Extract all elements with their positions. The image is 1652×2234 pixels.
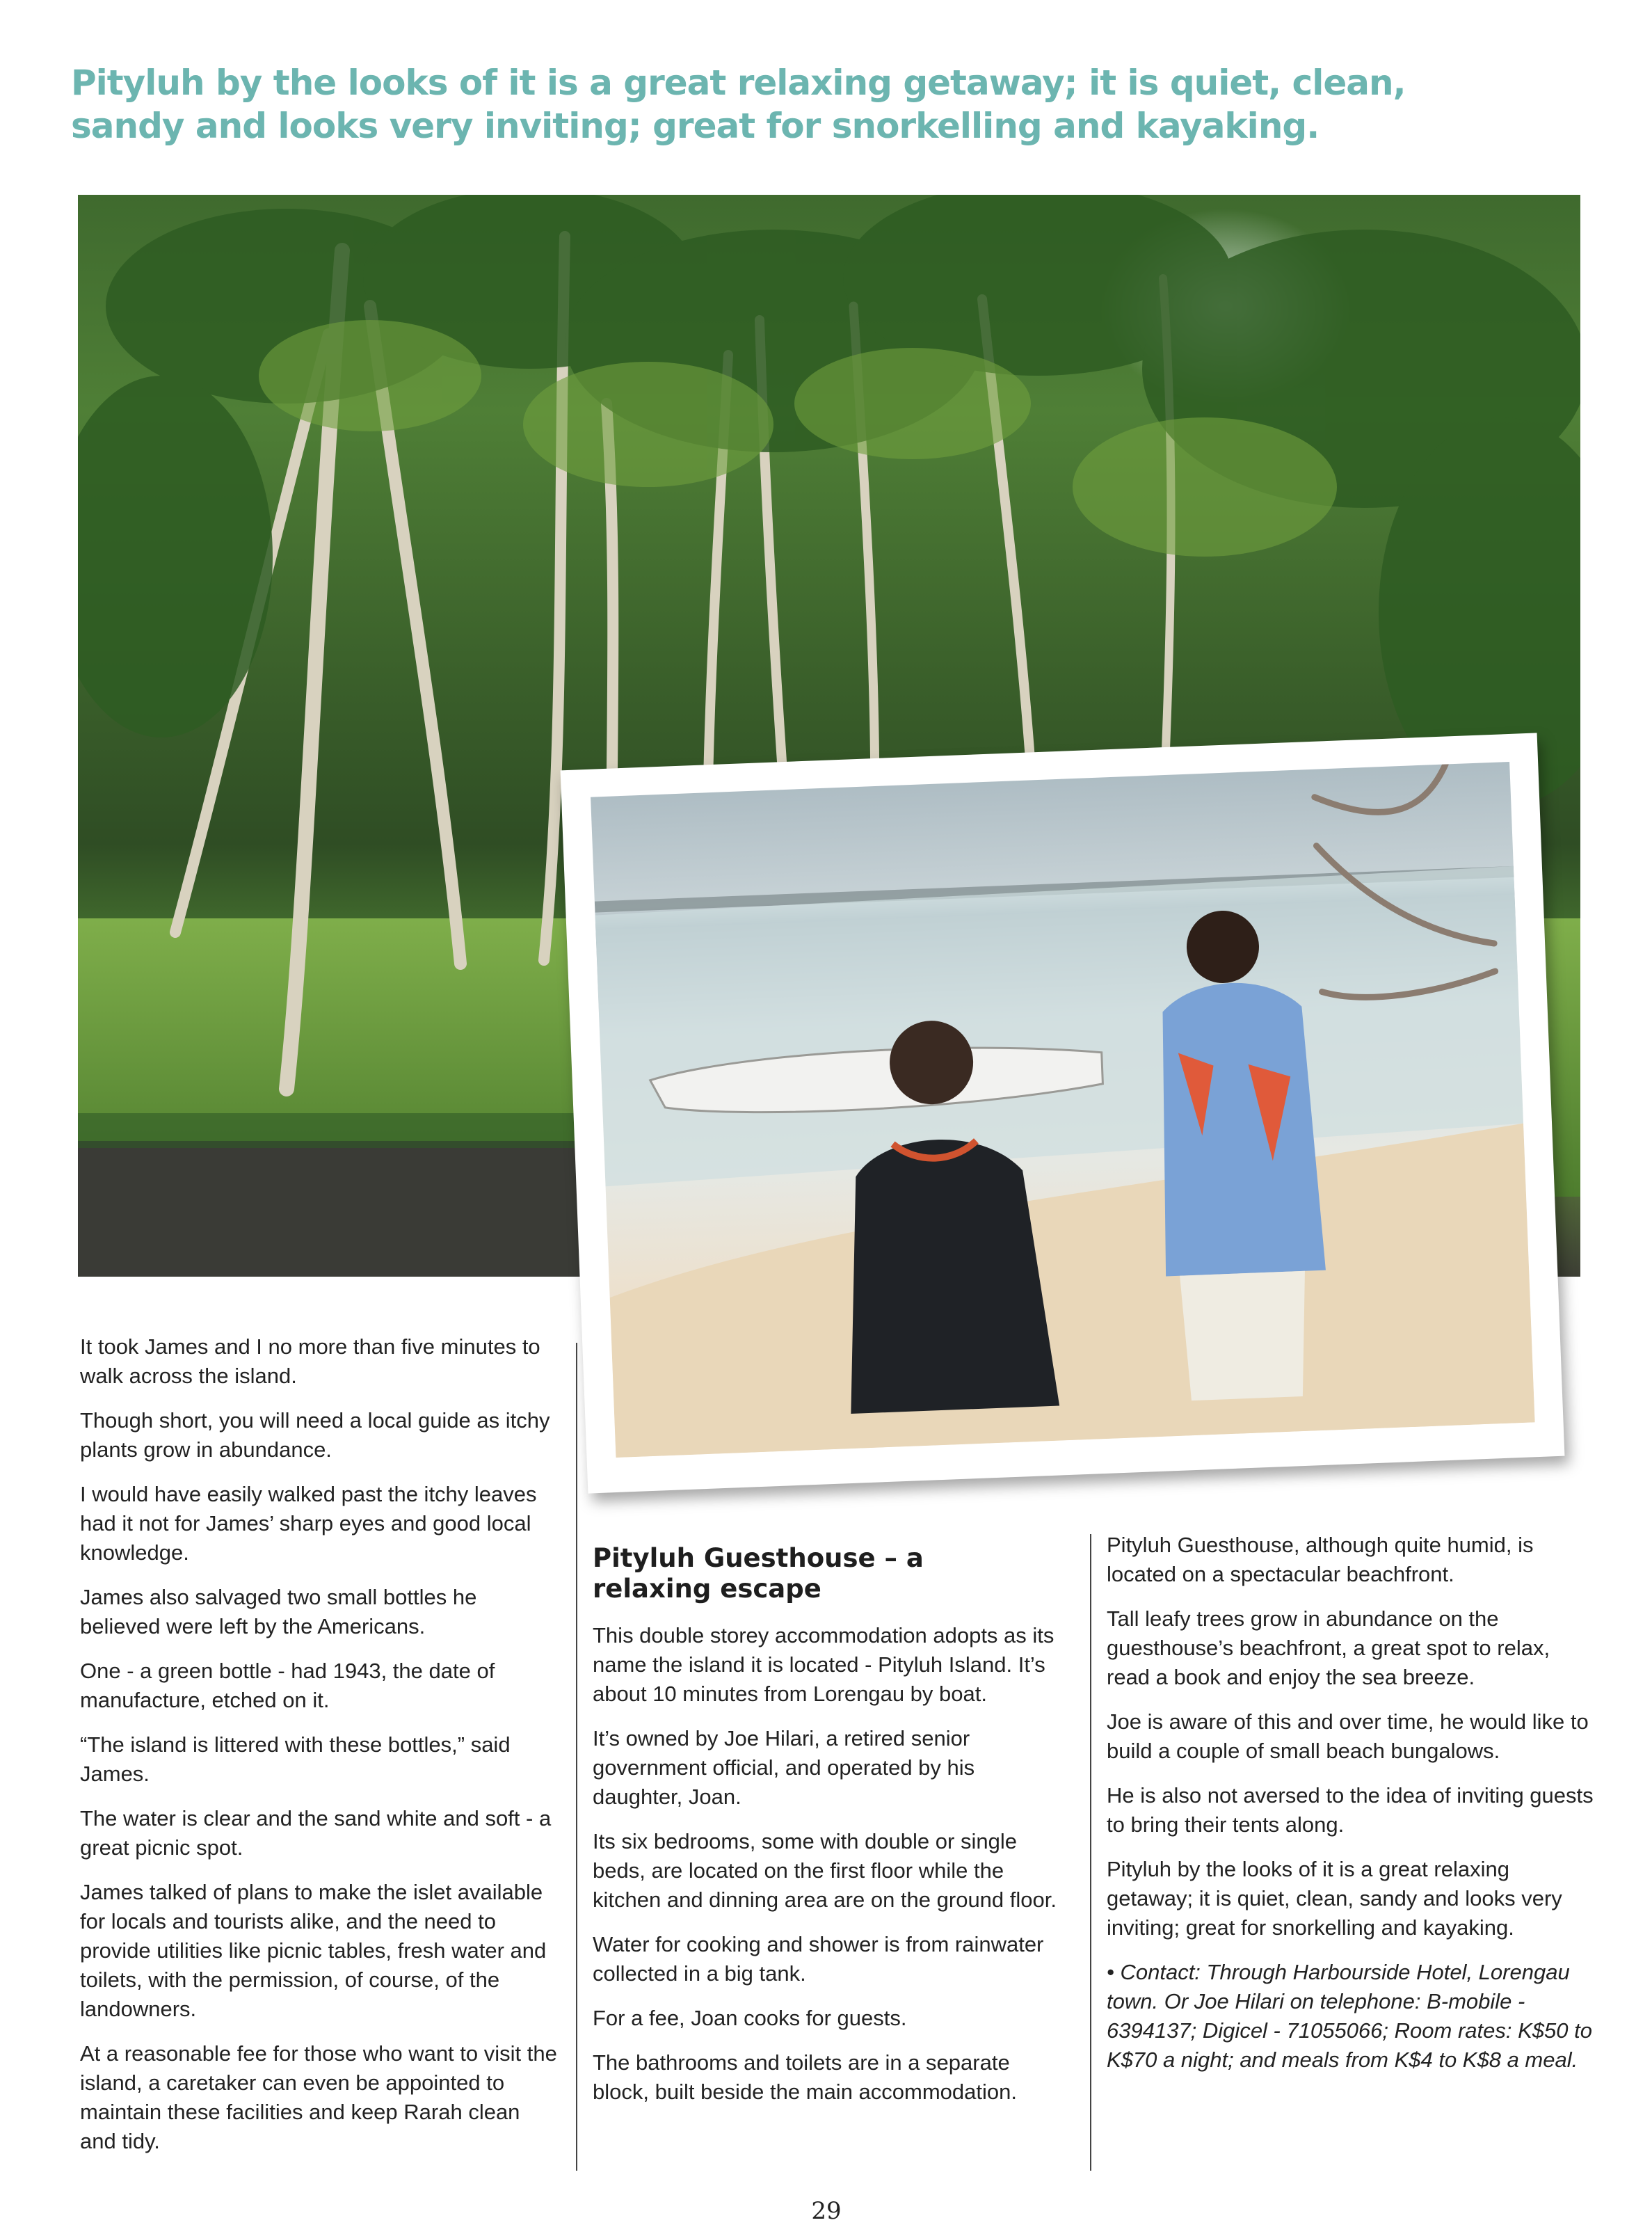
paragraph: At a reasonable fee for those who want to visit the island, a caretaker can even be appointed to maintain these facilities and keep Rarah clean and tidy.	[80, 2041, 557, 2153]
section-heading: Pityluh Guesthouse – a relaxing escape	[593, 1543, 924, 1604]
paragraph: Its six bedrooms, some with double or single beds, are located on the first floor while the kitchen and dinning area are on the ground floor.	[593, 1829, 1057, 1912]
paragraph: It’s owned by Joe Hilari, a retired senior government official, and operated by his daughter, Joan.	[593, 1726, 975, 1809]
beach-photo	[591, 762, 1534, 1458]
paragraph: The bathrooms and toilets are in a separate block, built beside the main accommodation.	[593, 2050, 1017, 2104]
column-right	[1107, 1531, 1594, 2090]
contact-info: • Contact: Through Harbourside Hotel, Lorengau town. Or Joe Hilari on telephone: B-mobile - 6394137; Digicel - 71055066; Room rates: K$50 to K$70 a night; and meals from K$4 to K$8 a meal.	[1107, 1960, 1592, 2072]
paragraph: I would have easily walked past the itchy leaves had it not for James’ sharp eyes and good local knowledge.	[80, 1482, 537, 1565]
paragraph: One - a green bottle - had 1943, the date of manufacture, etched on it.	[80, 1659, 495, 1712]
paragraph: Tall leafy trees grow in abundance on the guesthouse’s beachfront, a great spot to relax, read a book and enjoy the sea breeze.	[1107, 1606, 1550, 1689]
paragraph: “The island is littered with these bottles,” said James.	[80, 1732, 511, 1786]
paragraph: It took James and I no more than five minutes to walk across the island.	[80, 1334, 540, 1388]
column-left	[80, 1332, 560, 2171]
page-number: 29	[811, 2197, 842, 2225]
paragraph: For a fee, Joan cooks for guests.	[593, 2006, 907, 2030]
column-divider	[1090, 1534, 1091, 2171]
beach-people-illustration	[591, 762, 1534, 1458]
paragraph: Joe is aware of this and over time, he would like to build a couple of small beach bungalows.	[1107, 1709, 1589, 1763]
paragraph: Water for cooking and shower is from rainwater collected in a big tank.	[593, 1932, 1044, 1986]
guesthouse-owners-photo	[561, 733, 1565, 1493]
paragraph: James talked of plans to make the islet available for locals and tourists alike, and the need to provide utilities like picnic tables, fresh water and toilets, with the permission, of course, of the landowners.	[80, 1880, 547, 2021]
paragraph: James also salvaged two small bottles he believed were left by the Americans.	[80, 1585, 477, 1638]
page-headline: Pityluh by the looks of it is a great relaxing getaway; it is quiet, clean, sandy and looks very inviting; great for snorkelling and kayaking.	[71, 63, 1406, 146]
paragraph: He is also not aversed to the idea of inviting guests to bring their tents along.	[1107, 1783, 1594, 1837]
paragraph: Pityluh by the looks of it is a great relaxing getaway; it is quiet, clean, sandy and looks very inviting; great for snorkelling and kayaking.	[1107, 1857, 1562, 1940]
paragraph: Though short, you will need a local guide as itchy plants grow in abundance.	[80, 1408, 550, 1462]
paragraph: Pityluh Guesthouse, although quite humid, is located on a spectacular beachfront.	[1107, 1533, 1534, 1586]
column-middle	[593, 1621, 1066, 2122]
paragraph: This double storey accommodation adopts as its name the island it is located - Pityluh Island. It’s about 10 minutes from Lorengau by boat.	[593, 1623, 1054, 1706]
column-divider	[576, 1343, 577, 2171]
paragraph: The water is clear and the sand white and soft - a great picnic spot.	[80, 1806, 552, 1860]
